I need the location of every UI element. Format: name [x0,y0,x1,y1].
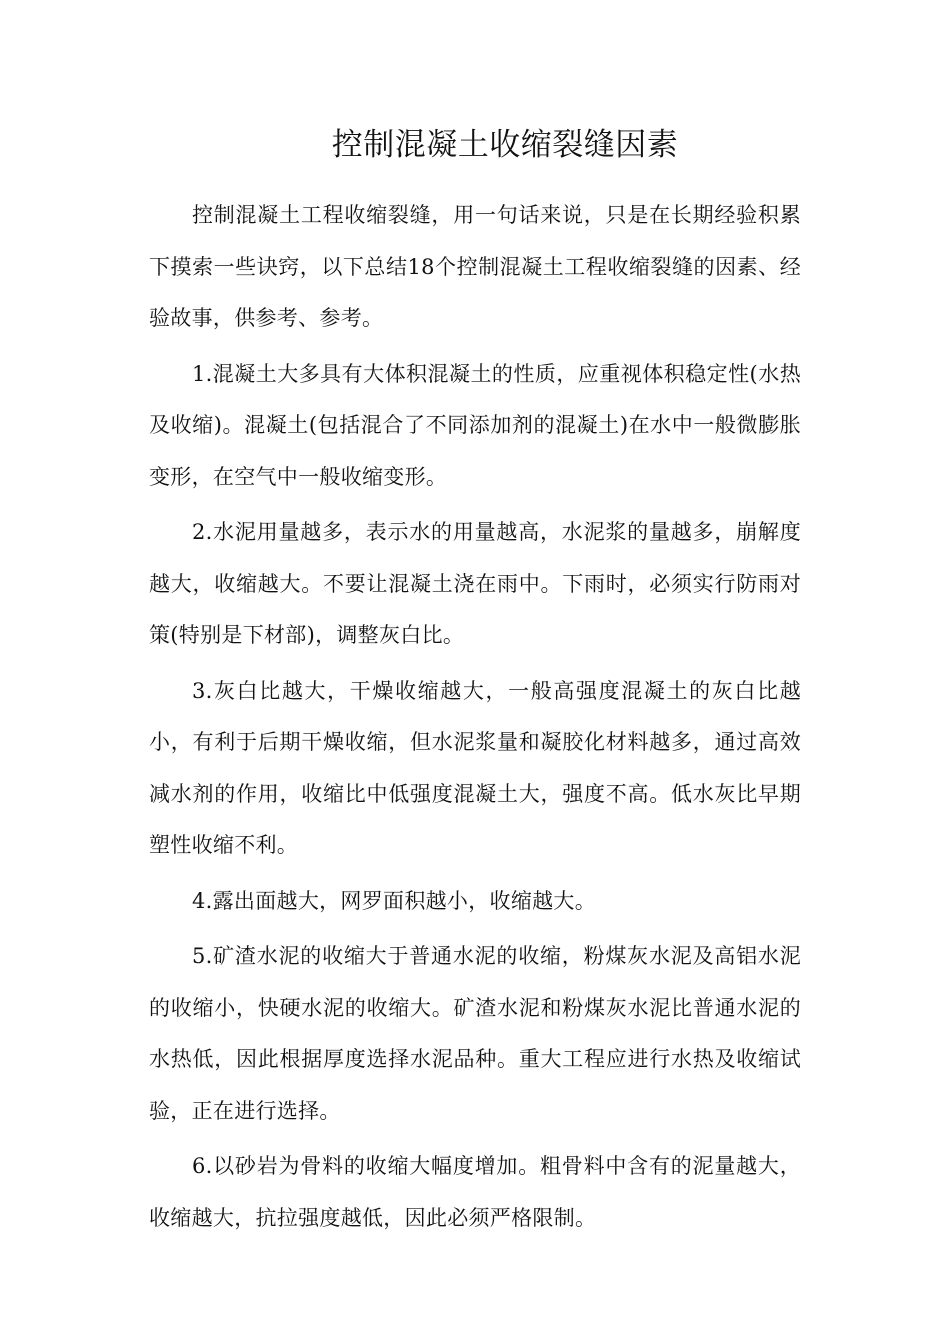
paragraph-item-4: 4.露出面越大，网罗面积越小，收缩越大。 [192,888,597,913]
document-body [149,190,801,1248]
paragraph-item-6: 6.以砂岩为骨料的收缩大幅度增加。粗骨料中含有的泥量越大，收缩越大，抗拉强度越低，因此必须严格限制。 [149,1154,801,1230]
paragraph-item-3: 3.灰白比越大，干燥收缩越大，一般高强度混凝土的灰白比越小，有利于后期干燥收缩，但水泥浆量和凝胶化材料越多，通过高效减水剂的作用，收缩比中低强度混凝土大，强度不高。低水灰比早期塑性收缩不利。 [149,678,801,857]
paragraph-item-2: 2.水泥用量越多，表示水的用量越高，水泥浆的量越多，崩解度越大，收缩越大。不要让混凝土浇在雨中。下雨时，必须实行防雨对策(特别是下材部)，调整灰白比。 [149,520,801,647]
paragraph-intro: 控制混凝土工程收缩裂缝，用一句话来说，只是在长期经验积累下摸索一些诀窍，以下总结18个控制混凝土工程收缩裂缝的因素、经验故事，供参考、参考。 [149,203,801,330]
paragraph-item-1: 1.混凝土大多具有大体积混凝土的性质，应重视体积稳定性(水热及收缩)。混凝土(包括混合了不同添加剂的混凝土)在水中一般微膨胀变形，在空气中一般收缩变形。 [149,361,801,489]
document-title: 控制混凝土收缩裂缝因素 [331,127,679,163]
paragraph-item-5: 5.矿渣水泥的收缩大于普通水泥的收缩，粉煤灰水泥及高铝水泥的收缩小，快硬水泥的收缩大。矿渣水泥和粉煤灰水泥比普通水泥的水热低，因此根据厚度选择水泥品种。重大工程应进行水热及收缩试验，正在进行选择。 [149,944,801,1123]
